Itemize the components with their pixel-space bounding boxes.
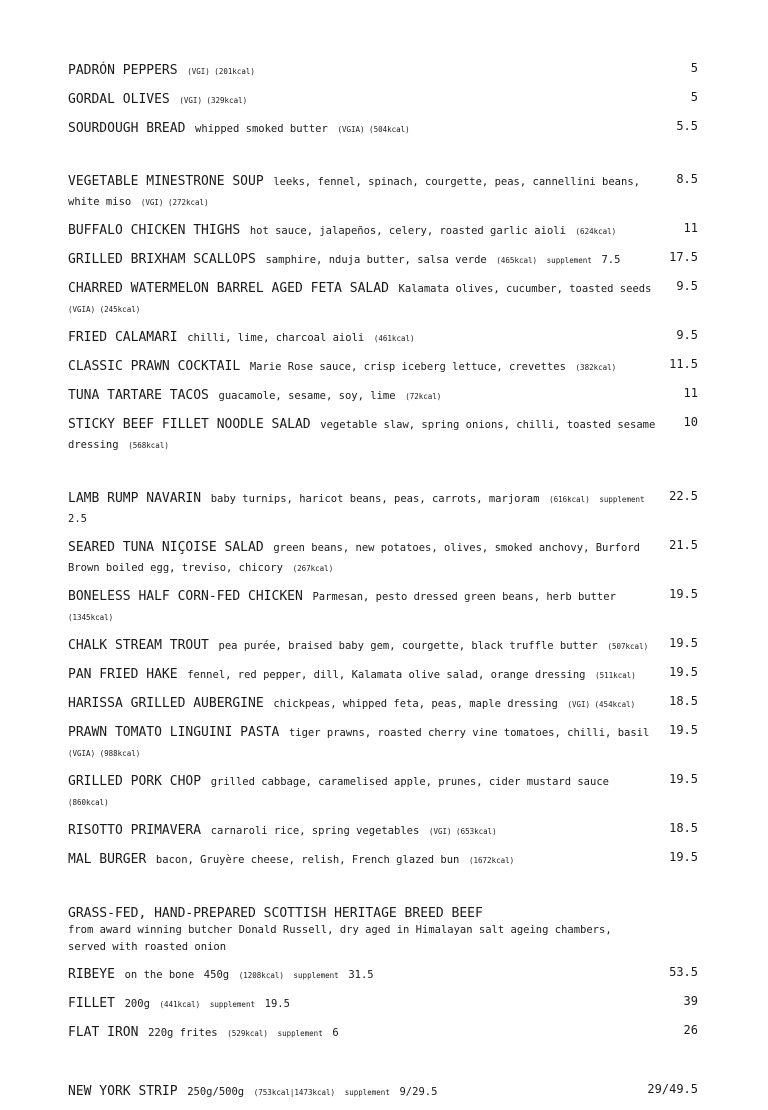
item-kcal: (VGI) (329kcal) [179,96,248,105]
menu-item [68,1081,698,1101]
item-description: tiger prawns, roasted cherry vine tomatoes, chilli, basil [288,727,650,739]
section-strip [68,1081,698,1101]
item-description: guacamole, sesame, soy, lime [218,390,396,402]
item-name: RISOTTO PRIMAVERA [68,823,202,838]
item-kcal: (72kcal) [405,392,442,401]
item-supplement-value: 6 [332,1027,339,1039]
item-description: Parmesan, pesto dressed green beans, herb butter [312,591,616,603]
menu-item [68,356,698,376]
item-kcal: (507kcal) [607,642,649,651]
item-kcal: (1345kcal) [68,613,114,622]
item-price: 19.5 [669,665,698,679]
item-name: BUFFALO CHICKEN THIGHS [68,223,241,238]
item-weight: 450g [203,969,230,981]
item-name: TUNA TARTARE TACOS [68,388,209,403]
section-spacer [68,878,698,905]
menu-item [68,849,698,869]
item-price: 39 [683,994,698,1008]
item-kcal: (1208kcal) [238,971,284,980]
item-supplement-value: 9/29.5 [399,1086,438,1098]
item-price: 9.5 [676,279,698,293]
item-description: vegetable slaw, spring onions, chilli, toasted sesame dressing [68,419,656,451]
item-description: chickpeas, whipped feta, peas, maple dressing [273,698,558,710]
item-description: on the bone [124,969,195,981]
item-name: FILLET [68,996,115,1011]
menu-item [68,635,698,655]
section-spacer [68,1051,698,1081]
item-name: GRILLED BRIXHAM SCALLOPS [68,252,256,267]
item-price: 11.5 [669,357,698,371]
section-mains [68,488,698,869]
item-description: samphire, nduja butter, salsa verde [265,254,487,266]
item-supplement-label: supplement [599,495,645,504]
beef-header [68,905,618,956]
item-kcal: (624kcal) [575,227,617,236]
item-description: baby turnips, haricot beans, peas, carrots, marjoram [210,493,540,505]
item-kcal: (267kcal) [292,564,334,573]
menu-item [68,278,698,318]
item-price: 19.5 [669,723,698,737]
menu-item [68,820,698,840]
item-supplement-label: supplement [293,971,339,980]
menu-item [68,664,698,684]
item-kcal: (VGIA) (504kcal) [337,125,410,134]
item-name: FLAT IRON [68,1025,139,1040]
item-name: LAMB RUMP NAVARIN [68,491,202,506]
item-name: SEARED TUNA NIÇOISE SALAD [68,540,264,555]
beef-heading: GRASS-FED, HAND-PREPARED SCOTTISH HERITAGE BREED BEEF [68,906,483,921]
item-kcal: (382kcal) [575,363,617,372]
item-kcal: (VGIA) (245kcal) [68,305,141,314]
item-price: 18.5 [669,694,698,708]
item-kcal: (VGI) (454kcal) [567,700,636,709]
item-name: SOURDOUGH BREAD [68,121,186,136]
item-name: PADRÓN PEPPERS [68,63,178,78]
menu-item [68,771,698,811]
item-description: fennel, red pepper, dill, Kalamata olive salad, orange dressing [187,669,586,681]
item-name: RIBEYE [68,967,115,982]
menu-item [68,327,698,347]
item-name: STICKY BEEF FILLET NOODLE SALAD [68,417,311,432]
item-description: grilled cabbage, caramelised apple, prunes, cider mustard sauce [210,776,609,788]
menu-item [68,89,698,109]
item-supplement-label: supplement [277,1029,323,1038]
item-price: 5 [690,61,698,75]
item-name: NEW YORK STRIP [68,1084,178,1099]
item-supplement-label: supplement [344,1088,390,1097]
menu-item [68,586,698,626]
item-supplement-value: 7.5 [601,254,621,266]
item-description: bacon, Gruyère cheese, relish, French glazed bun [155,854,460,866]
section-spacer [68,147,698,171]
item-price: 26 [683,1023,698,1037]
item-kcal: (568kcal) [128,441,169,450]
item-price: 17.5 [669,250,698,264]
item-name: MAL BURGER [68,852,147,867]
item-supplement-value: 19.5 [264,998,290,1010]
section-beef [68,905,698,1042]
menu-item [68,964,698,984]
menu-item [68,1022,698,1042]
item-price: 53.5 [669,965,698,979]
menu [68,60,698,1110]
item-kcal: (616kcal) [549,495,590,504]
menu-item [68,171,698,211]
item-kcal: (461kcal) [373,334,415,343]
item-price: 18.5 [669,821,698,835]
menu-item [68,488,698,528]
item-description: leeks, fennel, spinach, courgette, peas, cannellini beans, white miso [68,176,640,208]
menu-item [68,537,698,577]
item-name: PRAWN TOMATO LINGUINI PASTA [68,725,280,740]
item-weight: 250g/500g [187,1086,245,1098]
menu-item [68,385,698,405]
item-description: Kalamata olives, cucumber, toasted seeds [398,283,652,295]
item-description: whipped smoked butter [195,123,328,135]
item-price: 19.5 [669,850,698,864]
menu-item [68,220,698,240]
menu-item [68,249,698,269]
item-kcal: (860kcal) [68,798,109,807]
item-kcal: (511kcal) [595,671,636,680]
menu-item [68,60,698,80]
item-name: VEGETABLE MINESTRONE SOUP [68,174,264,189]
menu-item [68,414,698,454]
item-price: 11 [683,386,698,400]
item-name: GORDAL OLIVES [68,92,170,107]
item-kcal: (1672kcal) [469,856,515,865]
item-description: green beans, new potatoes, olives, smoked anchovy, Burford Brown boiled egg, treviso, chicory [68,542,640,574]
item-kcal: (VGI) (272kcal) [140,198,209,207]
item-kcal: (529kcal) [227,1029,268,1038]
item-price: 5.5 [676,119,698,133]
item-supplement-label: supplement [546,256,592,265]
item-price: 5 [690,90,698,104]
item-name: CHARRED WATERMELON BARREL AGED FETA SALAD [68,281,389,296]
item-price: 19.5 [669,636,698,650]
item-kcal: (VGI) (201kcal) [187,67,255,76]
item-price: 8.5 [676,172,698,186]
item-name: CLASSIC PRAWN COCKTAIL [68,359,241,374]
item-supplement-value: 2.5 [68,513,87,525]
item-description: pea purée, braised baby gem, courgette, black truffle butter [218,640,598,652]
section-nibbles [68,60,698,138]
item-kcal: (VGIA) (988kcal) [68,749,141,758]
item-price: 9.5 [676,328,698,342]
beef-intro: from award winning butcher Donald Russell, dry aged in Himalayan salt ageing chambers, served with roasted onion [68,924,612,953]
menu-item [68,722,698,762]
menu-item [68,693,698,713]
item-name: BONELESS HALF CORN-FED CHICKEN [68,589,303,604]
item-price: 10 [683,415,698,429]
item-description: Marie Rose sauce, crisp iceberg lettuce, crevettes [249,361,566,373]
section-starters [68,171,698,454]
item-price: 19.5 [669,772,698,786]
item-kcal: (753kcal|1473kcal) [253,1088,336,1097]
item-description: hot sauce, jalapeños, celery, roasted garlic aioli [249,225,566,237]
item-price: 29/49.5 [647,1082,698,1096]
item-supplement-label: supplement [209,1000,255,1009]
item-kcal: (465kcal) [496,256,538,265]
menu-item [68,993,698,1013]
item-kcal: (VGI) (653kcal) [428,827,497,836]
item-name: HARISSA GRILLED AUBERGINE [68,696,264,711]
item-price: 22.5 [669,489,698,503]
item-description: carnaroli rice, spring vegetables [210,825,420,837]
section-spacer [68,463,698,488]
item-name: GRILLED PORK CHOP [68,774,202,789]
menu-item [68,118,698,138]
item-price: 11 [683,221,698,235]
item-price: 19.5 [669,587,698,601]
item-weight: 200g [124,998,150,1010]
item-weight: 220g frites [148,1027,218,1039]
item-kcal: (441kcal) [159,1000,201,1009]
item-name: CHALK STREAM TROUT [68,638,209,653]
item-name: PAN FRIED HAKE [68,667,178,682]
item-description: chilli, lime, charcoal aioli [187,332,365,344]
item-name: FRIED CALAMARI [68,330,178,345]
item-supplement-value: 31.5 [348,969,374,981]
item-price: 21.5 [669,538,698,552]
